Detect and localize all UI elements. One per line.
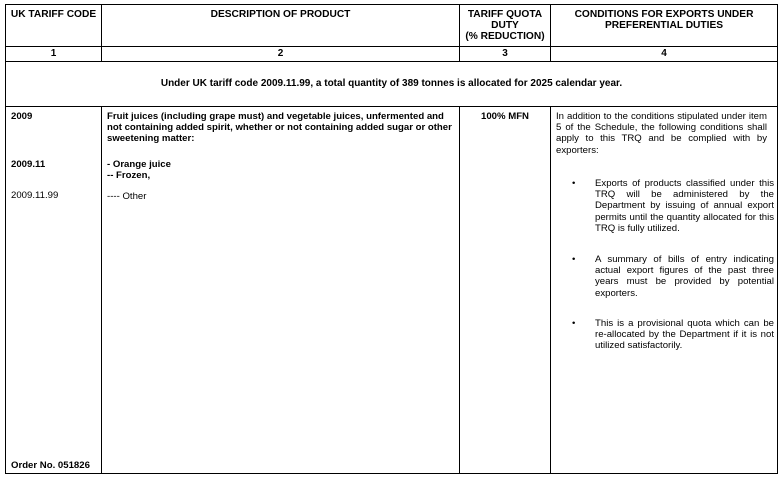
header-uk-tariff-code: UK TARIFF CODE: [6, 5, 102, 47]
tariff-item-row: [6, 107, 778, 474]
description-other: ---- Other: [107, 191, 147, 202]
header-tariff-quota-duty: [460, 5, 551, 47]
column-number-4: 4: [551, 47, 778, 62]
tariff-quota-table: [5, 4, 778, 474]
condition-text-1: Exports of products classified under this TRQ will be administered by the Department by issuing of annual export permits until the quantity allocated for this TRQ is fully utilized.: [595, 178, 774, 234]
tariff-item-code: 2009.11.99: [11, 190, 59, 201]
allocation-note: Under UK tariff code 2009.11.99, a total quantity of 389 tonnes is allocated for 2025 calendar year.: [6, 62, 778, 107]
column-number-2: 2: [102, 47, 460, 62]
condition-text-3: This is a provisional quota which can be re-allocated by the Department if it is not utilized satisfactorily.: [595, 318, 774, 352]
bullet-icon: •: [572, 178, 576, 189]
description-cell: [102, 107, 460, 474]
header-conditions-line1: CONDITIONS FOR EXPORTS UNDER: [574, 9, 754, 20]
header-description: DESCRIPTION OF PRODUCT: [102, 5, 460, 47]
condition-bullet-1: [574, 178, 774, 234]
allocation-note-row: [6, 62, 778, 107]
tariff-heading-code: 2009: [11, 111, 33, 122]
description-main: Fruit juices (including grape must) and vegetable juices, unfermented and not containing added spirit, whether or not containing added sugar or other sweetening matter:: [107, 111, 452, 145]
header-quota-line1: TARIFF QUOTA: [467, 9, 543, 20]
column-number-row: [6, 47, 778, 62]
conditions-intro: In addition to the conditions stipulated under item 5 of the Schedule, the following conditions shall apply to this TRQ and be complied with by exporters:: [556, 111, 767, 156]
header-quota-line3: (% REDUCTION): [465, 31, 545, 42]
quota-duty-value: 100% MFN: [481, 111, 529, 122]
conditions-cell: [551, 107, 778, 474]
bullet-icon: •: [572, 254, 576, 265]
header-conditions: [551, 5, 778, 47]
description-frozen: -- Frozen,: [107, 170, 151, 181]
tariff-code-cell: [6, 107, 102, 474]
quota-duty-cell: [460, 107, 551, 474]
header-conditions-line2: PREFERENTIAL DUTIES: [604, 20, 724, 31]
bullet-icon: •: [572, 318, 576, 329]
tariff-subheading-code: 2009.11: [11, 159, 46, 170]
header-quota-line2: DUTY: [491, 20, 519, 31]
header-row: [6, 5, 778, 47]
condition-bullet-3: [574, 318, 774, 352]
order-number: Order No. 051826: [11, 459, 90, 471]
condition-text-2: A summary of bills of entry indicating actual export figures of the past three years must be provided by potential exporters.: [595, 254, 774, 299]
condition-bullet-2: [574, 254, 774, 299]
column-number-3: 3: [460, 47, 551, 62]
column-number-1: 1: [6, 47, 102, 62]
description-orange-juice: - Orange juice: [107, 159, 171, 170]
